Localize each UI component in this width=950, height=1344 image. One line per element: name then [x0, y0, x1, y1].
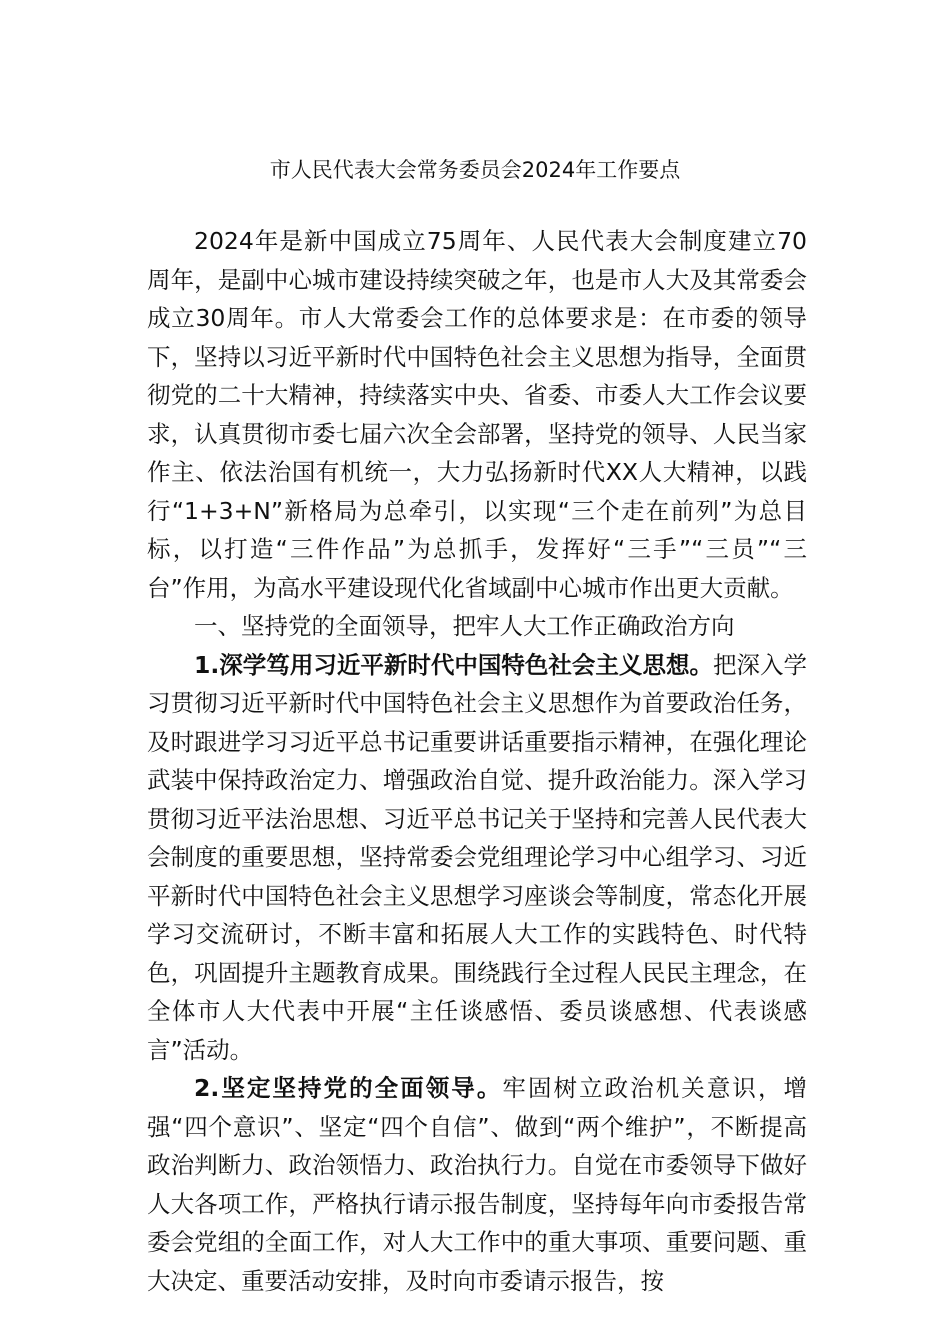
intro-paragraph: 2024年是新中国成立75周年、人民代表大会制度建立70周年，是副中心城市建设持续突破之年，也是市人大及其常委会成立30周年。市人大常委会工作的总体要求是：在市委的领导下，坚持以习近平新时代中国特色社会主义思想为指导，全面贯彻党的二十大精神，持续落实中央、省委、市委人大工作会议要求，认真贯彻市委七届六次全会部署，坚持党的领导、人民当家作主、依法治国有机统一，大力弘扬新时代XX人大精神，以践行“1+3+N”新格局为总牵引，以实现“三个走在前列”为总目标，以打造“三件作品”为总抓手，发挥好“三手”“三员”“三台”作用，为高水平建设现代化省域副中心城市作出更大贡献。 — [147, 227, 807, 602]
document-body — [147, 222, 807, 1300]
document-title: 市人民代表大会常务委员会2024年工作要点 — [269, 158, 681, 182]
item-paragraph-1 — [147, 646, 807, 1070]
item-paragraph-2 — [147, 1069, 807, 1300]
item-heading-1: 1.深学笃用习近平新时代中国特色社会主义思想。 — [194, 650, 713, 679]
section-heading-1: 一、坚持党的全面领导，把牢人大工作正确政治方向 — [194, 612, 735, 640]
item-heading-2: 2.坚定坚持党的全面领导。 — [194, 1074, 503, 1102]
item-body-1: 把深入学习贯彻习近平新时代中国特色社会主义思想作为首要政治任务，及时跟进学习习近平总书记重要讲话重要指示精神，在强化理论武装中保持政治定力、增强政治自觉、提升政治能力。深入学习贯彻习近平法治思想、习近平总书记关于坚持和完善人民代表大会制度的重要思想，坚持常委会党组理论学习中心组学习、习近平新时代中国特色社会主义思想学习座谈会等制度，常态化开展学习交流研讨，不断丰富和拓展人大工作的实践特色、时代特色，巩固提升主题教育成果。围绕践行全过程人民民主理念，在全体市人大代表中开展“主任谈感悟、委员谈感想、代表谈感言”活动。 — [147, 650, 808, 1064]
item-body-2: 牢固树立政治机关意识，增强“四个意识”、坚定“四个自信”、做到“两个维护”，不断提高政治判断力、政治领悟力、政治执行力。自觉在市委领导下做好人大各项工作，严格执行请示报告制度，坚持每年向市委报告常委会党组的全面工作，对人大工作中的重大事项、重要问题、重大决定、重要活动安排，及时向市委请示报告，按 — [147, 1074, 808, 1295]
